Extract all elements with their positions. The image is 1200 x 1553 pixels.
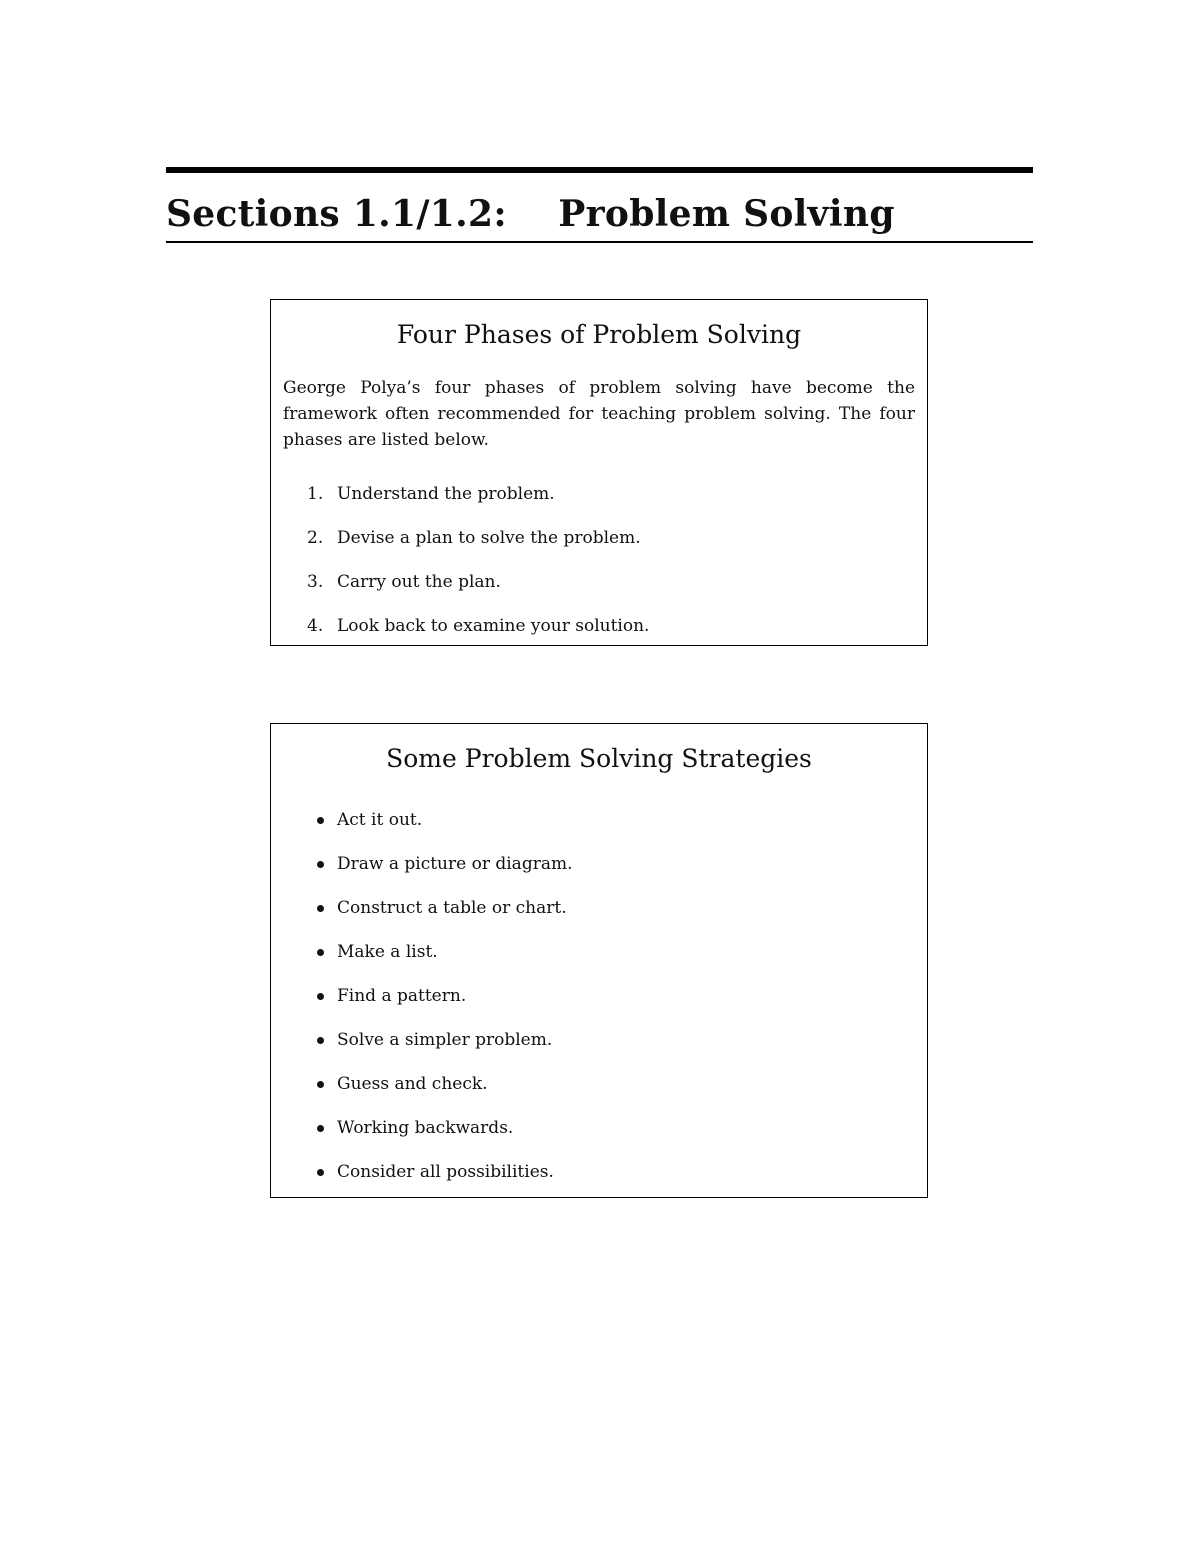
title-rule-thick	[166, 167, 1033, 173]
bullet-icon	[317, 905, 324, 912]
strategy-item	[307, 886, 915, 930]
phase-number: 3.	[307, 572, 324, 592]
bullet-icon	[317, 1037, 324, 1044]
strategy-text: Make a list.	[337, 942, 438, 962]
phases-heading: Four Phases of Problem Solving	[396, 320, 802, 349]
phase-item	[307, 560, 915, 604]
phases-box	[270, 299, 928, 646]
strategy-text: Working backwards.	[337, 1118, 514, 1138]
phase-item	[307, 604, 915, 648]
strategy-text: Construct a table or chart.	[337, 898, 567, 918]
strategy-text: Consider all possibilities.	[337, 1162, 554, 1182]
phases-intro: George Polya’s four phases of problem solving have become the framework often recommended for teaching problem solving. The four phases are listed below.	[283, 378, 915, 450]
strategy-text: Solve a simpler problem.	[337, 1030, 553, 1050]
strategy-text: Guess and check.	[337, 1074, 488, 1094]
phase-number: 2.	[307, 528, 324, 548]
strategy-text: Draw a picture or diagram.	[337, 854, 573, 874]
strategy-item	[307, 974, 915, 1018]
strategy-item	[307, 1150, 915, 1194]
phase-text: Look back to examine your solution.	[337, 616, 650, 636]
bullet-icon	[317, 949, 324, 956]
phase-text: Understand the problem.	[337, 484, 555, 504]
strategy-item	[307, 798, 915, 842]
strategy-item	[307, 1018, 915, 1062]
strategies-box	[270, 723, 928, 1198]
phase-item	[307, 472, 915, 516]
phases-list	[307, 472, 915, 648]
bullet-icon	[317, 1125, 324, 1132]
phase-text: Carry out the plan.	[337, 572, 501, 592]
strategies-heading: Some Problem Solving Strategies	[386, 744, 812, 773]
strategy-item	[307, 1106, 915, 1150]
strategy-item	[307, 1062, 915, 1106]
strategy-text: Find a pattern.	[337, 986, 467, 1006]
strategy-item	[307, 842, 915, 886]
phase-number: 1.	[307, 484, 324, 504]
phase-number: 4.	[307, 616, 324, 636]
title-rule-thin	[166, 241, 1033, 243]
bullet-icon	[317, 1169, 324, 1176]
bullet-icon	[317, 817, 324, 824]
strategies-list	[307, 798, 915, 1194]
bullet-icon	[317, 861, 324, 868]
phase-item	[307, 516, 915, 560]
strategy-item	[307, 930, 915, 974]
page-title: Sections 1.1/1.2: Problem Solving	[166, 193, 895, 235]
strategy-text: Act it out.	[337, 810, 423, 830]
phase-text: Devise a plan to solve the problem.	[337, 528, 641, 548]
bullet-icon	[317, 1081, 324, 1088]
bullet-icon	[317, 993, 324, 1000]
